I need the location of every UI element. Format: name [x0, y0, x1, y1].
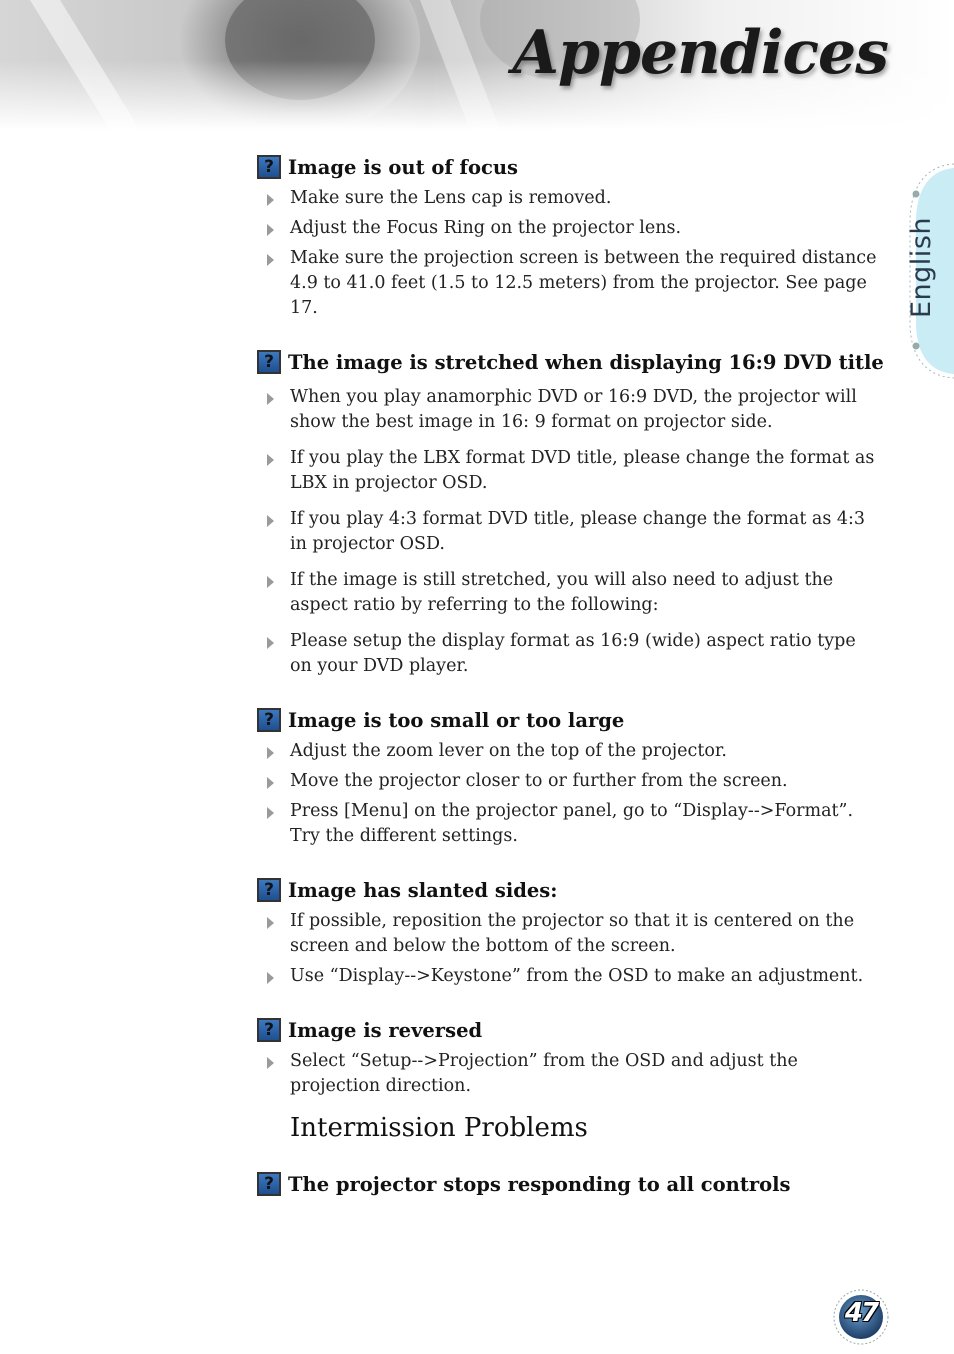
tab-dot-bottom: [913, 343, 920, 350]
bullet-arrow-icon: [267, 576, 274, 588]
list-item: Make sure the projection screen is between the required distance 4.9 to 41.0 feet (1.5 to 12.5 meters) from the projector. See page 17.: [257, 246, 877, 321]
section-heading: [257, 347, 884, 377]
question-icon: ?: [257, 878, 281, 902]
item-list: [257, 385, 877, 679]
bullet-arrow-icon: [267, 917, 274, 929]
list-item: Please setup the display format as 16:9 (wide) aspect ratio type on your DVD player.: [257, 629, 877, 679]
question-icon: ?: [257, 1018, 281, 1042]
intermission-subtitle: Intermission Problems: [290, 1113, 588, 1143]
item-list: [257, 186, 877, 321]
section-heading: [257, 1169, 877, 1199]
heading-text: Image is out of focus: [288, 155, 518, 179]
heading-text: The projector stops responding to all controls: [288, 1172, 791, 1196]
bullet-arrow-icon: [267, 747, 274, 759]
item-list: [257, 1049, 877, 1099]
question-icon: ?: [257, 155, 281, 179]
list-item: If possible, reposition the projector so that it is centered on the screen and below the bottom of the screen.: [257, 909, 877, 959]
bullet-arrow-icon: [267, 972, 274, 984]
bullet-arrow-icon: [267, 515, 274, 527]
list-item: Move the projector closer to or further from the screen.: [257, 769, 877, 794]
question-icon: ?: [257, 350, 281, 374]
page-title: Appendices: [512, 18, 888, 88]
heading-text: Image is reversed: [288, 1018, 483, 1042]
main-content: [257, 152, 884, 1203]
section-heading: [257, 705, 877, 735]
tab-dot-top: [913, 191, 920, 198]
bullet-arrow-icon: [267, 254, 274, 266]
bullet-arrow-icon: [267, 393, 274, 405]
list-item: When you play anamorphic DVD or 16:9 DVD, the projector will show the best image in 16: 9 format on projector side.: [257, 385, 877, 435]
section-image-reversed: [257, 1015, 877, 1099]
section-stretched-image: [257, 347, 884, 679]
page-number: 47: [844, 1298, 878, 1328]
language-label: English: [906, 217, 937, 318]
bullet-arrow-icon: [267, 194, 274, 206]
heading-text: Image has slanted sides:: [288, 878, 558, 902]
list-item: Select “Setup-->Projection” from the OSD and adjust the projection direction.: [257, 1049, 877, 1099]
item-list: [257, 739, 877, 849]
page-header: [0, 0, 954, 130]
item-list: [257, 909, 877, 989]
section-image-size: [257, 705, 877, 849]
list-item: Adjust the Focus Ring on the projector lens.: [257, 216, 877, 241]
bullet-arrow-icon: [267, 807, 274, 819]
bullet-arrow-icon: [267, 454, 274, 466]
list-item: Adjust the zoom lever on the top of the projector.: [257, 739, 877, 764]
bullet-arrow-icon: [267, 637, 274, 649]
bullet-arrow-icon: [267, 1057, 274, 1069]
list-item: If the image is still stretched, you will also need to adjust the aspect ratio by referring to the following:: [257, 568, 877, 618]
section-slanted-sides: [257, 875, 877, 989]
list-item: If you play 4:3 format DVD title, please change the format as 4:3 in projector OSD.: [257, 507, 877, 557]
question-icon: ?: [257, 1172, 281, 1196]
bullet-arrow-icon: [267, 777, 274, 789]
list-item: Make sure the Lens cap is removed.: [257, 186, 877, 211]
section-heading: [257, 152, 877, 182]
list-item: If you play the LBX format DVD title, please change the format as LBX in projector OSD.: [257, 446, 877, 496]
section-heading: [257, 1015, 877, 1045]
question-icon: ?: [257, 708, 281, 732]
heading-text: Image is too small or too large: [288, 708, 625, 732]
section-out-of-focus: [257, 152, 877, 321]
heading-text: The image is stretched when displaying 16:9 DVD title: [288, 350, 884, 374]
bullet-arrow-icon: [267, 224, 274, 236]
list-item: Use “Display-->Keystone” from the OSD to make an adjustment.: [257, 964, 877, 989]
list-item: Press [Menu] on the projector panel, go to “Display-->Format”. Try the different settings.: [257, 799, 877, 849]
section-heading: [257, 875, 877, 905]
